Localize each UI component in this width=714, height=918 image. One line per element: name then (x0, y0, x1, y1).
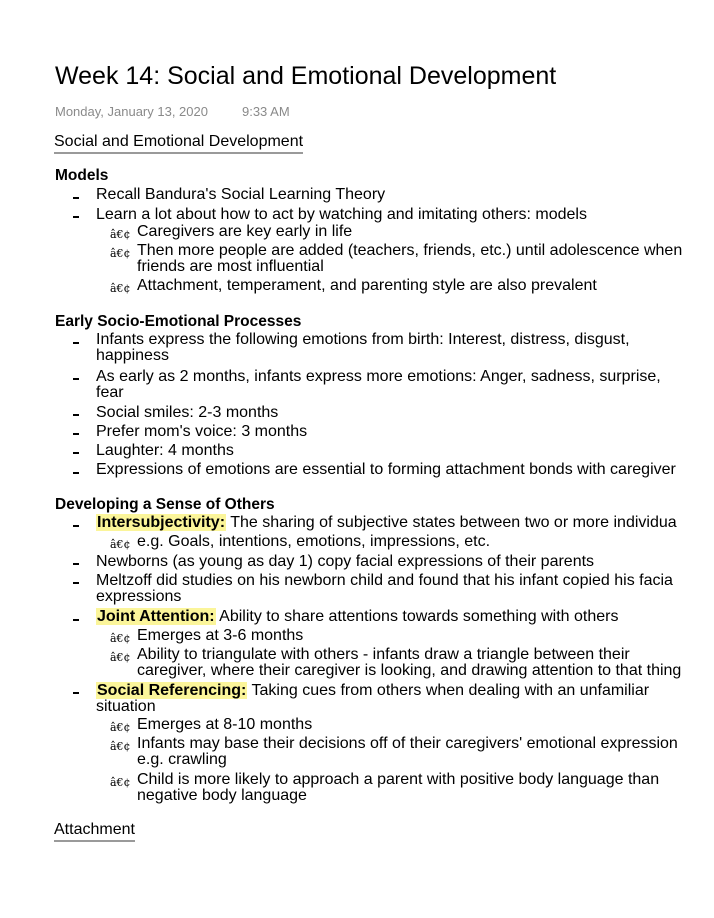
bullet-dash (73, 216, 79, 218)
sub-bullet-glyph: â€¢ (110, 651, 131, 664)
sub-list-item-continued: e.g. crawling (137, 751, 227, 768)
list-item: Meltzoff did studies on his newborn child and found that his infant copied his facia (96, 572, 673, 589)
sub-bullet-glyph: â€¢ (110, 776, 131, 789)
sub-list-item: Emerges at 3-6 months (137, 627, 304, 644)
term-definition: Taking cues from others when dealing with an unfamiliar (247, 682, 650, 699)
heading-early-processes: Early Socio-Emotional Processes (55, 313, 302, 330)
bullet-dash (73, 472, 79, 474)
term-definition: Ability to share attentions towards something with others (215, 608, 619, 625)
term-definition: The sharing of subjective states between two or more individua (226, 514, 677, 531)
list-item (96, 609, 618, 625)
note-timestamp (55, 104, 290, 119)
bullet-dash (73, 619, 79, 621)
highlighted-term: Social Referencing: (97, 682, 247, 699)
list-item: As early as 2 months, infants express more emotions: Anger, sadness, surprise, (96, 368, 661, 385)
sub-list-item: Child is more likely to approach a parent with positive body language than (137, 771, 660, 788)
list-item-continued: expressions (96, 588, 182, 605)
list-item: Recall Bandura's Social Learning Theory (96, 186, 386, 203)
list-item (96, 683, 649, 699)
list-item: Expressions of emotions are essential to forming attachment bonds with caregiver (96, 461, 676, 478)
sub-list-item: Caregivers are key early in life (137, 223, 353, 240)
list-item: Social smiles: 2-3 months (96, 404, 279, 421)
heading-sense-of-others: Developing a Sense of Others (55, 496, 275, 513)
sub-list-item: Attachment, temperament, and parenting style are also prevalent (137, 277, 597, 294)
bullet-dash (73, 342, 79, 344)
list-item-continued: fear (96, 384, 124, 401)
list-item (96, 515, 677, 531)
sub-bullet-glyph: â€¢ (110, 228, 131, 241)
sub-bullet-glyph: â€¢ (110, 538, 131, 551)
note-date: Monday, January 13, 2020 (55, 104, 208, 119)
list-item-continued: situation (96, 698, 156, 715)
list-item: Laughter: 4 months (96, 442, 234, 459)
section-heading-social-emotional: Social and Emotional Development (54, 133, 303, 154)
sub-list-item: Ability to triangulate with others - infants draw a triangle between their (137, 646, 630, 663)
section-heading-attachment: Attachment (54, 821, 135, 842)
list-item: Infants express the following emotions from birth: Interest, distress, disgust, (96, 331, 630, 348)
sub-list-item-continued: negative body language (137, 787, 307, 804)
bullet-dash (73, 582, 79, 584)
bullet-dash (73, 525, 79, 527)
sub-list-item-continued: friends are most influential (137, 258, 324, 275)
sub-list-item: Emerges at 8-10 months (137, 716, 313, 733)
note-time: 9:33 AM (241, 104, 290, 119)
sub-bullet-glyph: â€¢ (110, 247, 131, 260)
highlighted-term: Joint Attention: (97, 608, 215, 625)
bullet-dash (73, 197, 79, 199)
highlighted-term: Intersubjectivity: (97, 514, 226, 531)
sub-list-item: e.g. Goals, intentions, emotions, impressions, etc. (137, 533, 491, 550)
bullet-dash (73, 414, 79, 416)
bullet-dash (73, 378, 79, 380)
sub-list-item: Then more people are added (teachers, friends, etc.) until adolescence when (137, 242, 683, 259)
sub-bullet-glyph: â€¢ (110, 721, 131, 734)
bullet-dash (73, 563, 79, 565)
heading-models: Models (55, 167, 109, 184)
sub-bullet-glyph: â€¢ (110, 740, 131, 753)
note-title: Week 14: Social and Emotional Development (55, 62, 557, 90)
bullet-dash (73, 433, 79, 435)
list-item: Newborns (as young as day 1) copy facial expressions of their parents (96, 553, 595, 570)
list-item: Prefer mom's voice: 3 months (96, 423, 308, 440)
sub-list-item: Infants may base their decisions off of their caregivers' emotional expression (137, 735, 678, 752)
sub-list-item-continued: caregiver, where their caregiver is looking, and drawing attention to that thing (137, 662, 682, 679)
sub-bullet-glyph: â€¢ (110, 282, 131, 295)
bullet-dash (73, 452, 79, 454)
bullet-dash (73, 692, 79, 694)
sub-bullet-glyph: â€¢ (110, 632, 131, 645)
list-item-continued: happiness (96, 347, 169, 364)
list-item: Learn a lot about how to act by watching and imitating others: models (96, 206, 587, 223)
